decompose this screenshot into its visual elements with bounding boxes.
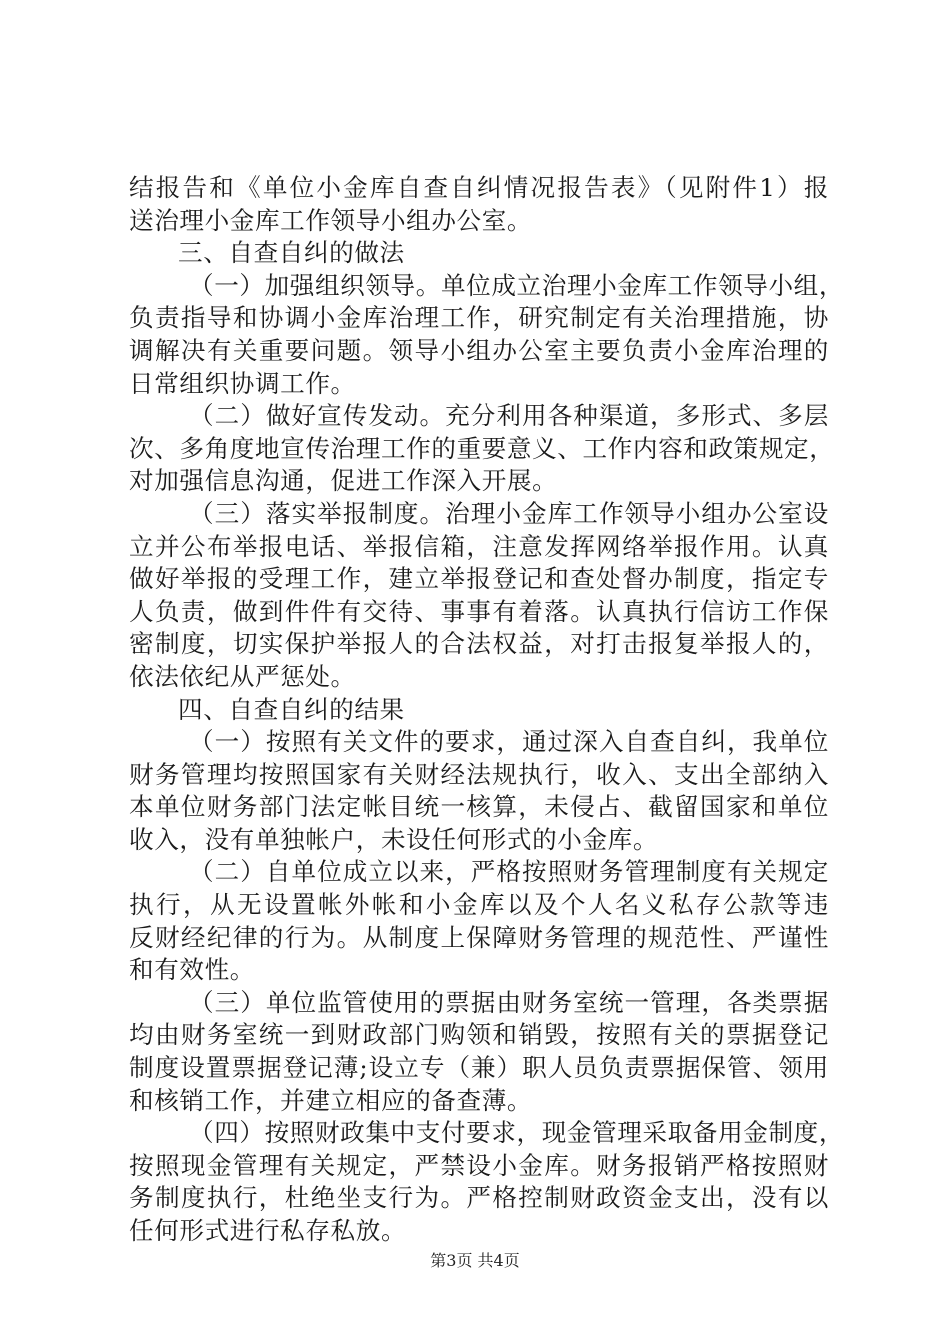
text-line: 均由财务室统一到财政部门购领和销毁，按照有关的票据登记 xyxy=(129,1020,829,1050)
text-line: 结报告和《单位小金库自查自纠情况报告表》（见附件1）报 xyxy=(129,173,829,202)
text-line: 本单位财务部门法定帐目统一核算，未侵占、截留国家和单位 xyxy=(129,792,829,822)
text-line: 收入，没有单独帐户，未设任何形式的小金库。 xyxy=(129,824,659,854)
text-line: （一）加强组织领导。单位成立治理小金库工作领导小组， xyxy=(189,270,845,300)
text-line: 人负责，做到件件有交待、事事有着落。认真执行信访工作保 xyxy=(129,596,829,626)
text-line: （三）落实举报制度。治理小金库工作领导小组办公室设 xyxy=(189,498,829,528)
text-line: 对加强信息沟通，促进工作深入开展。 xyxy=(129,466,558,496)
text-line: 调解决有关重要问题。领导小组办公室主要负责小金库治理的 xyxy=(129,335,829,365)
text-line: （一）按照有关文件的要求，通过深入自查自纠，我单位 xyxy=(189,727,829,757)
text-line: 任何形式进行私存私放。 xyxy=(129,1216,407,1245)
text-line: 依法依纪从严惩处。 xyxy=(129,661,356,691)
text-line: （四）按照财政集中支付要求，现金管理采取备用金制度， xyxy=(189,1118,845,1148)
text-line: 和核销工作，并建立相应的备查薄。 xyxy=(129,1085,533,1115)
text-line: 执行，从无设置帐外帐和小金库以及个人名义私存公款等违 xyxy=(129,890,829,920)
text-line: 立并公布举报电话、举报信箱，注意发挥网络举报作用。认真 xyxy=(129,531,829,561)
section-heading: 三、自查自纠的做法 xyxy=(178,238,405,268)
text-line: 负责指导和协调小金库治理工作，研究制定有关治理措施，协 xyxy=(129,303,829,333)
text-line: （二）做好宣传发动。充分利用各种渠道，多形式、多层 xyxy=(189,401,829,431)
text-line: 制度设置票据登记薄;设立专（兼）职人员负责票据保管、领用 xyxy=(129,1053,829,1083)
text-line: 日常组织协调工作。 xyxy=(129,368,356,398)
page-footer: 第3页 共4页 xyxy=(430,1251,520,1270)
text-line: 送治理小金库工作领导小组办公室。 xyxy=(129,205,533,235)
text-line: 反财经纪律的行为。从制度上保障财务管理的规范性、严谨性 xyxy=(129,922,829,952)
document-body xyxy=(129,172,845,1248)
text-line: 和有效性。 xyxy=(129,955,255,985)
section-heading: 四、自查自纠的结果 xyxy=(178,694,405,724)
text-line: 务制度执行，杜绝坐支行为。严格控制财政资金支出，没有以 xyxy=(129,1183,829,1213)
text-line: 次、多角度地宣传治理工作的重要意义、工作内容和政策规定， xyxy=(129,433,835,463)
text-line: 密制度，切实保护举报人的合法权益，对打击报复举报人的， xyxy=(129,629,829,659)
text-line: 做好举报的受理工作，建立举报登记和查处督办制度，指定专 xyxy=(129,564,829,594)
text-line: （二）自单位成立以来，严格按照财务管理制度有关规定 xyxy=(189,857,829,887)
text-line: 按照现金管理有关规定，严禁设小金库。财务报销严格按照财 xyxy=(129,1150,829,1180)
text-line: （三）单位监管使用的票据由财务室统一管理，各类票据 xyxy=(189,987,829,1017)
text-line: 财务管理均按照国家有关财经法规执行，收入、支出全部纳入 xyxy=(129,759,829,789)
